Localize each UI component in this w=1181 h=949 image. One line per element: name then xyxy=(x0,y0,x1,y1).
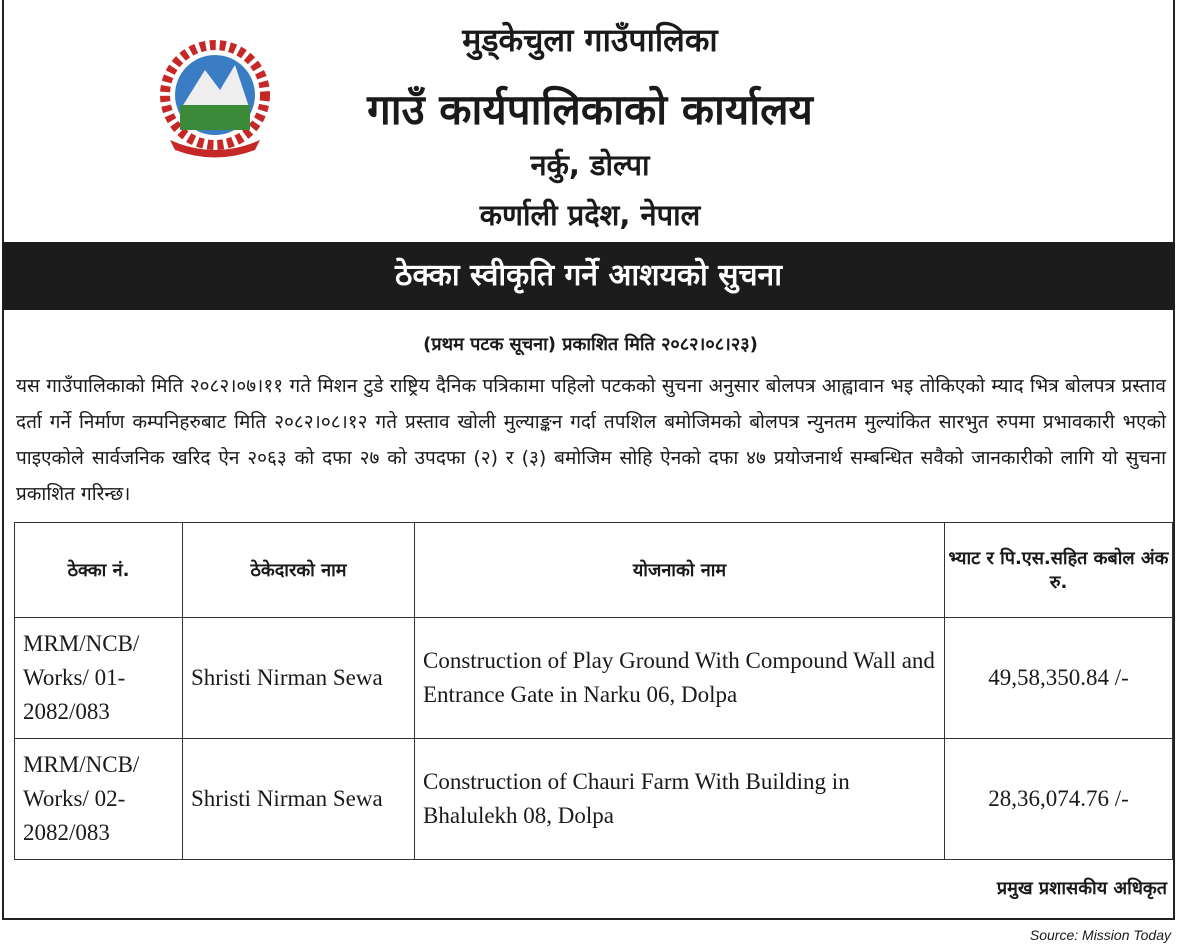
contract-no: MRM/NCB/ Works/ 02-2082/083 xyxy=(15,739,183,860)
contract-no: MRM/NCB/ Works/ 01-2082/083 xyxy=(15,618,183,739)
location: नर्कु, डोल्पा xyxy=(530,148,650,182)
table-row xyxy=(15,618,1173,739)
publication-note: (प्रथम पटक सूचना) प्रकाशित मिति २०८२।०८।२३) xyxy=(423,334,758,355)
notice-title: ठेक्का स्वीकृति गर्ने आशयको सुचना xyxy=(2,242,1175,310)
province: कर्णाली प्रदेश, नेपाल xyxy=(479,198,701,232)
header-contract-no: ठेक्का नं. xyxy=(15,523,183,618)
contract-table xyxy=(14,522,1173,860)
municipality-name: मुड्केचुला गाउँपालिका xyxy=(462,21,718,59)
notice-body: यस गाउँपालिकाको मिति २०८२।०७।११ गते मिशन टुडे राष्ट्रिय दैनिक पत्रिकामा पहिलो पटकको सुचना अनुसार बोलपत्र आह्वावान भइ तोकिएको म्याद भित्र बोलपत्र प्रस्ताव दर्ता गर्ने निर्माण कम्पनिहरुबाट मिति २०८२।०८।१२ गते प्रस्ताव खोली मुल्याङ्कन गर्दा तपशिल बमोजिमको बोलपत्र न्युनतम मुल्यांकित सारभुत रुपमा प्रभावकारी भएको पाइएकोले सार्वजनिक खरिद ऐन २०६३ को दफा २७ को उपदफा (२) र (३) बमोजिम सोहि ऐनको दफा ४७ प्रयोजनार्थ सम्बन्धित सवैको जानकारीको लागि यो सुचना प्रकाशित गरिन्छ। xyxy=(16,375,1166,505)
project-name: Construction of Chauri Farm With Building in Bhalulekh 08, Dolpa xyxy=(415,739,945,860)
header-amount: भ्याट र पि.एस.सहित कबोल अंक रु. xyxy=(945,523,1173,618)
table-header-row xyxy=(15,523,1173,618)
table-row xyxy=(15,739,1173,860)
bid-amount: 28,36,074.76 /- xyxy=(945,739,1173,860)
bid-amount: 49,58,350.84 /- xyxy=(945,618,1173,739)
project-name: Construction of Play Ground With Compound Wall and Entrance Gate in Narku 06, Dolpa xyxy=(415,618,945,739)
header-contractor: ठेकेदारको नाम xyxy=(183,523,415,618)
contractor-name: Shristi Nirman Sewa xyxy=(183,739,415,860)
signatory: प्रमुख प्रशासकीय अधिकृत xyxy=(996,878,1167,899)
office-name: गाउँ कार्यपालिकाको कार्यालय xyxy=(367,85,813,134)
source-credit: Source: Mission Today xyxy=(1029,927,1171,943)
header-project: योजनाको नाम xyxy=(415,523,945,618)
contractor-name: Shristi Nirman Sewa xyxy=(183,618,415,739)
